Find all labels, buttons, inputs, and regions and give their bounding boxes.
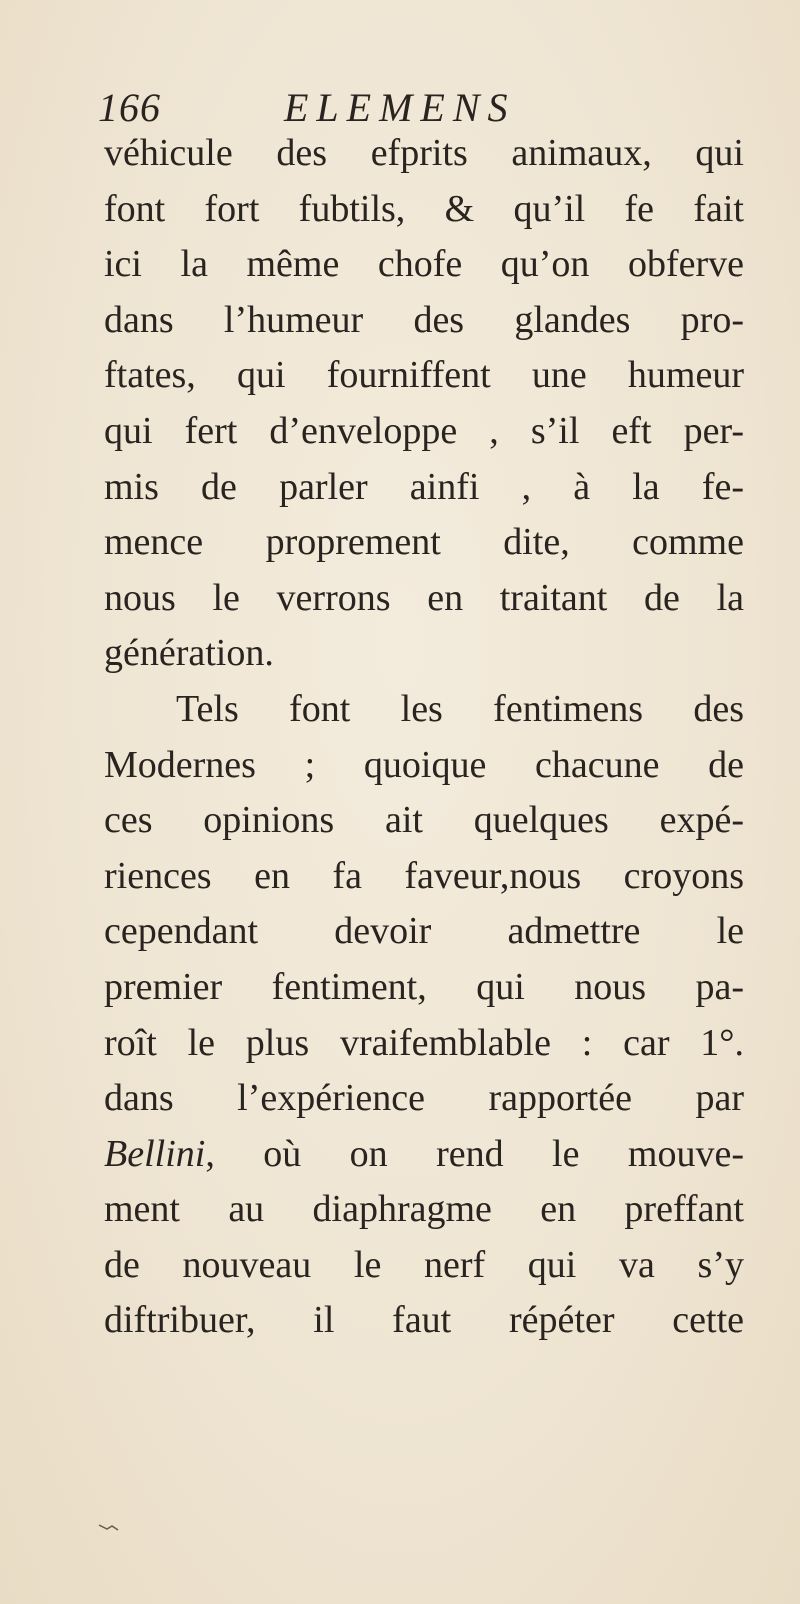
text-line: mence proprement dite, comme [104, 521, 744, 564]
text-line: véhicule des efprits animaux, qui [104, 132, 744, 174]
line-continuation: , où on rend le mouve- [205, 1132, 744, 1175]
text-line: cependant devoir admettre le [104, 910, 744, 953]
text-line: qui fert d’enveloppe , s’il eft per- [104, 409, 744, 452]
text-line: ftates, qui fourniffent une humeur [104, 354, 744, 397]
italic-name: Bellini [104, 1132, 206, 1175]
paragraph-start-line: Tels font les fentimens des [176, 687, 744, 730]
text-line: dans l’expérience rapportée par [104, 1077, 744, 1120]
text-line [104, 1127, 744, 1183]
page-number: 166 [98, 85, 161, 130]
text-line: mis de parler ainfi , à la fe- [104, 465, 744, 508]
ink-mark-icon [98, 1522, 124, 1532]
text-line: de nouveau le nerf qui va s’y [104, 1243, 744, 1286]
text-line: dans l’humeur des glandes pro- [104, 298, 744, 341]
text-line: font fort fubtils, & qu’il fe fait [104, 187, 744, 230]
text-line: premier fentiment, qui nous pa- [104, 965, 744, 1008]
text-line: Modernes ; quoique chacune de [104, 743, 744, 786]
text-line: diftribuer, il faut répéter cette [104, 1299, 744, 1342]
text-line: roît le plus vraifemblable : car 1°. [104, 1021, 744, 1064]
text-line: riences en fa faveur,nous croyons [104, 854, 744, 897]
text-line: ment au diaphragme en preffant [104, 1188, 744, 1231]
text-line: ici la même chofe qu’on obferve [104, 243, 744, 286]
text-line: ces opinions ait quelques expé- [104, 799, 744, 842]
running-title: ELEMENS [284, 85, 516, 130]
text-line: génération. [104, 632, 274, 675]
text-line: nous le verrons en traitant de la [104, 576, 744, 619]
body-text [104, 126, 744, 1349]
